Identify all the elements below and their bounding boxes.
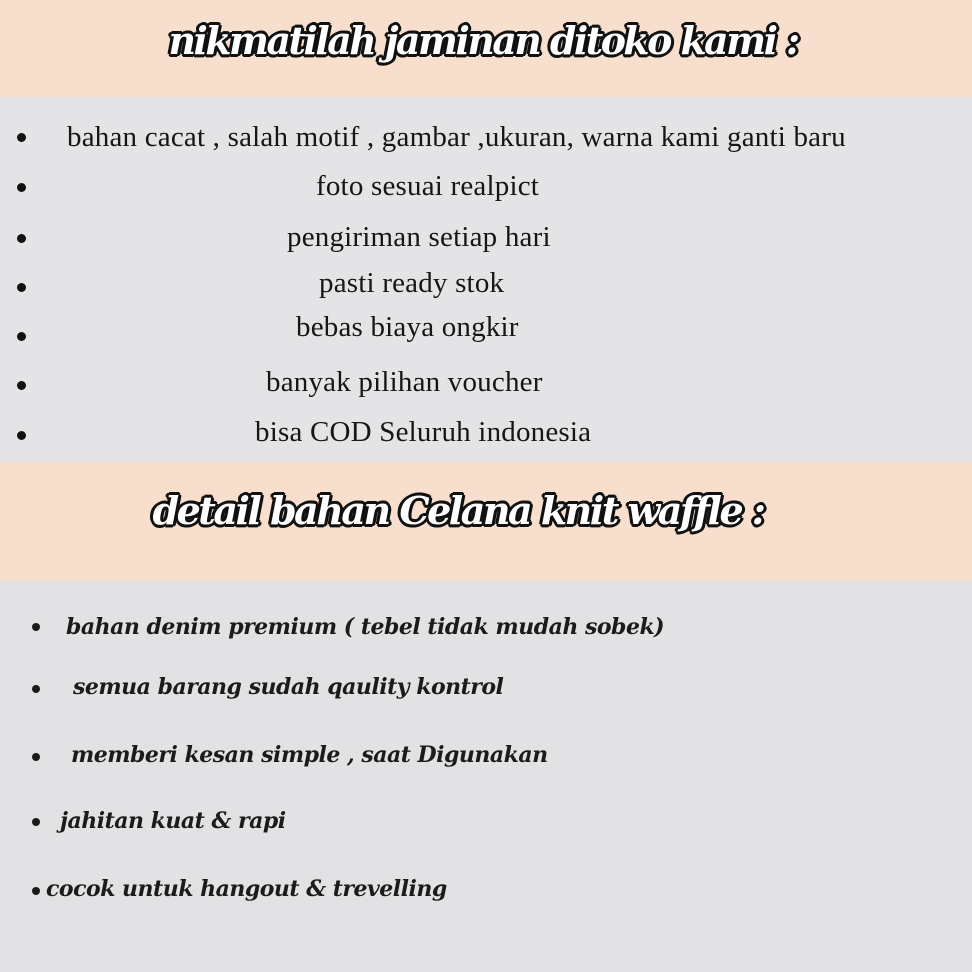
bullet-dot (32, 818, 40, 826)
bullet-dot (17, 381, 26, 390)
bullet-dot (17, 234, 26, 243)
bullet-dot (32, 685, 40, 693)
detail-item-4: jahitan kuat & rapi (60, 808, 286, 834)
bullet-dot (32, 623, 40, 631)
guarantee-heading: nikmatilah jaminan ditoko kami : (168, 18, 798, 63)
bullet-dot (17, 133, 26, 142)
bullet-dot (17, 332, 26, 341)
guarantee-item-2: foto sesuai realpict (316, 170, 540, 202)
guarantee-item-7: bisa COD Seluruh indonesia (255, 416, 592, 448)
guarantee-item-3: pengiriman setiap hari (287, 221, 551, 253)
bullet-dot (17, 431, 26, 440)
guarantee-item-1: bahan cacat , salah motif , gambar ,ukuran, warna kami ganti baru (67, 121, 846, 153)
bullet-dot (32, 753, 40, 761)
guarantee-item-5: bebas biaya ongkir (296, 311, 519, 343)
details-heading: detail bahan Celana knit waffle : (152, 488, 764, 533)
detail-item-1: bahan denim premium ( tebel tidak mudah sobek) (66, 614, 665, 640)
detail-item-2: semua barang sudah qaulity kontrol (73, 674, 504, 700)
bullet-dot (32, 887, 40, 895)
detail-item-3: memberi kesan simple , saat Digunakan (71, 742, 548, 768)
guarantee-item-4: pasti ready stok (319, 267, 505, 299)
guarantee-item-6: banyak pilihan voucher (266, 366, 543, 398)
detail-item-5: cocok untuk hangout & trevelling (46, 876, 447, 902)
bullet-dot (17, 283, 26, 292)
bullet-dot (17, 183, 26, 192)
